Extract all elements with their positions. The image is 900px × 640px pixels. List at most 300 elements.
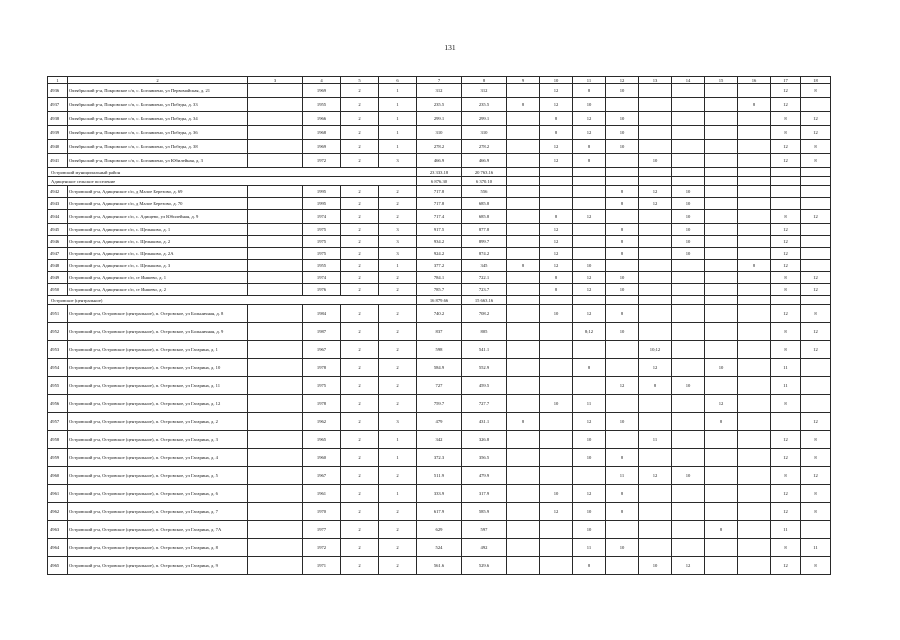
table-cell: 11 — [573, 539, 606, 557]
table-cell: 10 — [672, 210, 705, 224]
address-cell: Островский р-н, Адищенское с/п, д Малое Березово, д. 70 — [68, 198, 248, 210]
table-cell — [573, 341, 606, 359]
table-cell: 1962 — [303, 413, 341, 431]
table-cell: 2 — [379, 467, 417, 485]
table-cell — [507, 539, 540, 557]
row-number: 4940 — [48, 140, 68, 154]
table-cell — [705, 377, 738, 395]
table-cell: 12 — [771, 84, 801, 98]
table-cell: 10 — [573, 260, 606, 272]
table-cell — [738, 112, 771, 126]
table-cell: 479 — [417, 413, 462, 431]
table-cell: 2 — [341, 236, 379, 248]
group-name: Островский муниципальный район — [48, 168, 417, 177]
column-header: 3 — [248, 77, 303, 84]
table-cell: 12 — [771, 154, 801, 168]
table-cell — [248, 198, 303, 210]
table-row — [48, 305, 831, 323]
table-row — [48, 557, 831, 575]
table-cell: 12 — [573, 272, 606, 284]
table-row — [48, 341, 831, 359]
table-cell: 10;12 — [639, 341, 672, 359]
column-header: 17 — [771, 77, 801, 84]
table-cell — [738, 272, 771, 284]
table-cell — [507, 485, 540, 503]
table-cell: 333.9 — [417, 485, 462, 503]
table-cell: 597 — [462, 521, 507, 539]
table-row — [48, 485, 831, 503]
table-cell — [672, 395, 705, 413]
table-cell: 2 — [379, 210, 417, 224]
group-total-area: 23 333.18 — [417, 168, 462, 177]
table-cell — [507, 323, 540, 341]
table-cell: 12 — [639, 359, 672, 377]
table-cell: 10 — [573, 503, 606, 521]
table-cell: 235.5 — [417, 98, 462, 112]
table-cell — [738, 467, 771, 485]
table-cell: 10 — [573, 449, 606, 467]
table-cell — [248, 260, 303, 272]
table-cell: 8 — [801, 305, 831, 323]
table-cell: 2 — [341, 198, 379, 210]
table-cell: 552.9 — [462, 359, 507, 377]
table-cell — [672, 323, 705, 341]
table-cell: 877.8 — [462, 224, 507, 236]
table-cell: 12 — [801, 323, 831, 341]
table-cell — [705, 260, 738, 272]
table-cell — [672, 485, 705, 503]
table-cell — [507, 154, 540, 168]
table-cell: 12 — [573, 284, 606, 296]
column-header: 1 — [48, 77, 68, 84]
table-cell — [672, 503, 705, 521]
table-cell: 12 — [801, 126, 831, 140]
table-cell: 10 — [606, 84, 639, 98]
table-cell: 2 — [379, 359, 417, 377]
table-cell: 10 — [540, 305, 573, 323]
table-cell — [705, 467, 738, 485]
table-cell — [248, 485, 303, 503]
table-cell: 2 — [341, 557, 379, 575]
table-cell — [672, 296, 705, 305]
table-cell: 10 — [573, 521, 606, 539]
table-cell — [738, 126, 771, 140]
table-cell — [248, 84, 303, 98]
table-cell — [540, 186, 573, 198]
table-row — [48, 210, 831, 224]
table-cell — [672, 272, 705, 284]
table-cell: 1 — [379, 98, 417, 112]
table-cell: 917.5 — [417, 224, 462, 236]
row-number: 4939 — [48, 126, 68, 140]
table-cell: 8 — [573, 359, 606, 377]
table-cell — [801, 186, 831, 198]
table-cell: 2 — [379, 341, 417, 359]
table-cell: 1974 — [303, 210, 341, 224]
table-cell: 10 — [639, 557, 672, 575]
group-total-living-area: 6 370.10 — [462, 177, 507, 186]
table-cell — [705, 485, 738, 503]
address-cell: Островский р-н, Адищенское с/п, д Малое Березово, д. 69 — [68, 186, 248, 198]
table-cell: 12 — [573, 485, 606, 503]
table-cell: 278.2 — [417, 140, 462, 154]
table-cell: 12 — [801, 341, 831, 359]
table-cell — [705, 224, 738, 236]
table-row — [48, 284, 831, 296]
address-cell: Островский р-н, Островское (центральное), п. Островское, ул Гагарина, д. 9 — [68, 557, 248, 575]
table-cell — [507, 248, 540, 260]
table-cell — [540, 467, 573, 485]
table-cell: 8;12 — [573, 323, 606, 341]
table-cell: 629 — [417, 521, 462, 539]
table-row — [48, 154, 831, 168]
table-cell — [248, 248, 303, 260]
table-cell: 317.9 — [462, 485, 507, 503]
table-row — [48, 431, 831, 449]
table-cell — [248, 224, 303, 236]
table-cell — [606, 296, 639, 305]
table-cell: 556 — [462, 186, 507, 198]
table-cell — [771, 186, 801, 198]
column-header: 14 — [672, 77, 705, 84]
table-cell — [540, 323, 573, 341]
table-cell: 1978 — [303, 395, 341, 413]
table-cell: 2 — [379, 284, 417, 296]
table-cell — [507, 467, 540, 485]
table-cell — [507, 177, 540, 186]
table-cell: 12 — [573, 112, 606, 126]
table-cell: 10 — [606, 323, 639, 341]
table-cell: 1967 — [303, 467, 341, 485]
table-cell — [507, 377, 540, 395]
table-cell — [738, 305, 771, 323]
row-number: 4941 — [48, 154, 68, 168]
table-cell: 8 — [639, 377, 672, 395]
table-cell — [738, 177, 771, 186]
table-cell — [639, 539, 672, 557]
table-cell: 2 — [341, 154, 379, 168]
table-cell: 2 — [341, 84, 379, 98]
table-cell: 2 — [341, 395, 379, 413]
table-cell — [672, 140, 705, 154]
table-cell: 8 — [606, 485, 639, 503]
table-cell — [738, 140, 771, 154]
table-cell: 12 — [540, 503, 573, 521]
table-cell: 10 — [606, 112, 639, 126]
row-number: 4954 — [48, 359, 68, 377]
table-cell — [248, 284, 303, 296]
table-cell: 8 — [771, 395, 801, 413]
table-row — [48, 323, 831, 341]
table-cell — [738, 84, 771, 98]
table-row — [48, 236, 831, 248]
table-cell — [801, 395, 831, 413]
table-cell — [738, 236, 771, 248]
table-cell — [606, 557, 639, 575]
row-number: 4938 — [48, 112, 68, 126]
table-cell: 8 — [801, 154, 831, 168]
row-number: 4947 — [48, 248, 68, 260]
table-cell — [705, 177, 738, 186]
table-cell: 12 — [540, 236, 573, 248]
table-cell — [507, 395, 540, 413]
row-number: 4962 — [48, 503, 68, 521]
table-cell — [705, 431, 738, 449]
table-cell — [639, 126, 672, 140]
table-cell: 1972 — [303, 539, 341, 557]
row-number: 4948 — [48, 260, 68, 272]
table-cell: 10 — [705, 359, 738, 377]
table-cell — [672, 359, 705, 377]
table-cell: 12 — [801, 467, 831, 485]
table-cell — [705, 557, 738, 575]
table-cell — [639, 98, 672, 112]
table-row — [48, 186, 831, 198]
table-cell — [672, 98, 705, 112]
table-cell: 2 — [341, 359, 379, 377]
table-cell — [540, 449, 573, 467]
table-cell — [507, 305, 540, 323]
table-cell — [507, 503, 540, 521]
table-cell: 934.2 — [417, 236, 462, 248]
table-cell: 617.9 — [417, 503, 462, 521]
table-cell: 2 — [341, 539, 379, 557]
table-cell: 1987 — [303, 323, 341, 341]
table-cell — [771, 198, 801, 210]
table-cell: 12 — [771, 224, 801, 236]
address-cell: Островский р-н, Островское (центральное), п. Островское, ул Гагарина, д. 7А — [68, 521, 248, 539]
table-cell: 466.9 — [462, 154, 507, 168]
table-cell — [705, 284, 738, 296]
table-cell: 561.6 — [417, 557, 462, 575]
table-cell — [540, 557, 573, 575]
table-cell — [248, 539, 303, 557]
table-cell: 1 — [379, 449, 417, 467]
table-row — [48, 359, 831, 377]
table-cell: 12 — [639, 186, 672, 198]
table-cell — [248, 341, 303, 359]
table-cell — [507, 557, 540, 575]
row-number: 4950 — [48, 284, 68, 296]
table-cell — [540, 413, 573, 431]
address-cell: Островский р-н, Островское (центральное), п. Островское, ул Гагарина, д. 4 — [68, 449, 248, 467]
table-cell — [573, 296, 606, 305]
table-cell: 1970 — [303, 503, 341, 521]
table-cell: 377.2 — [417, 260, 462, 272]
table-cell — [248, 413, 303, 431]
table-cell — [540, 296, 573, 305]
table-cell: 8 — [606, 305, 639, 323]
table-cell — [606, 98, 639, 112]
address-cell: Октябрьский р-н, Покровское с/п, с. Богоявлено, ул Юбилейная, д. 3 — [68, 154, 248, 168]
table-cell — [705, 296, 738, 305]
table-cell: 459.5 — [462, 377, 507, 395]
table-row — [48, 521, 831, 539]
table-cell — [507, 198, 540, 210]
table-cell: 342 — [417, 431, 462, 449]
row-number: 4964 — [48, 539, 68, 557]
table-cell — [672, 168, 705, 177]
table-cell — [801, 248, 831, 260]
table-cell — [540, 539, 573, 557]
table-cell — [540, 341, 573, 359]
table-cell: 278.2 — [462, 140, 507, 154]
table-row — [48, 467, 831, 485]
table-cell: 1 — [379, 126, 417, 140]
table-cell: 11 — [771, 377, 801, 395]
table-cell — [573, 186, 606, 198]
table-cell: 10 — [606, 126, 639, 140]
table-cell: 310 — [462, 126, 507, 140]
table-cell: 12 — [672, 557, 705, 575]
table-cell: 11 — [801, 539, 831, 557]
table-cell — [738, 539, 771, 557]
table-cell: 2 — [379, 272, 417, 284]
table-cell — [705, 112, 738, 126]
table-cell: 12 — [705, 395, 738, 413]
table-cell: 2 — [341, 377, 379, 395]
table-cell — [738, 168, 771, 177]
table-cell — [705, 341, 738, 359]
table-cell: 431.1 — [462, 413, 507, 431]
table-cell: 529.6 — [462, 557, 507, 575]
table-cell: 8 — [801, 503, 831, 521]
table-cell — [573, 177, 606, 186]
group-row — [48, 168, 831, 177]
table-cell — [705, 198, 738, 210]
table-cell: 8 — [606, 186, 639, 198]
table-cell — [507, 168, 540, 177]
table-cell: 1955 — [303, 260, 341, 272]
table-cell: 356.5 — [462, 449, 507, 467]
table-cell — [540, 377, 573, 395]
row-number: 4952 — [48, 323, 68, 341]
table-cell: 466.9 — [417, 154, 462, 168]
row-number: 4958 — [48, 431, 68, 449]
table-cell: 2 — [379, 305, 417, 323]
row-number: 4963 — [48, 521, 68, 539]
table-cell — [248, 395, 303, 413]
table-cell — [639, 485, 672, 503]
table-cell — [672, 305, 705, 323]
table-cell — [507, 224, 540, 236]
table-cell: 12 — [540, 98, 573, 112]
table-cell: 8 — [801, 485, 831, 503]
table-cell — [507, 126, 540, 140]
table-cell: 8 — [573, 140, 606, 154]
table-cell — [248, 236, 303, 248]
table-cell: 10 — [606, 284, 639, 296]
table-cell: 8 — [771, 323, 801, 341]
table-cell — [606, 210, 639, 224]
table-cell — [672, 449, 705, 467]
register-table — [47, 76, 831, 575]
table-cell — [705, 126, 738, 140]
table-cell — [639, 395, 672, 413]
table-cell: 492 — [462, 539, 507, 557]
table-cell: 1995 — [303, 186, 341, 198]
table-cell: 12 — [771, 248, 801, 260]
table-cell: 12 — [540, 248, 573, 260]
table-cell: 1972 — [303, 154, 341, 168]
table-cell: 727.7 — [462, 395, 507, 413]
table-cell: 899.7 — [462, 236, 507, 248]
table-row — [48, 413, 831, 431]
table-cell — [705, 210, 738, 224]
table-cell: 685.8 — [462, 210, 507, 224]
table-cell: 2 — [341, 284, 379, 296]
table-cell — [801, 198, 831, 210]
table-cell — [639, 272, 672, 284]
table-cell: 8 — [801, 84, 831, 98]
table-cell: 8 — [771, 126, 801, 140]
table-cell — [507, 521, 540, 539]
address-cell: Островский р-н, Островское (центральное), п. Островское, ул Гагарина, д. 7 — [68, 503, 248, 521]
table-cell — [801, 177, 831, 186]
table-cell: 1960 — [303, 449, 341, 467]
row-number: 4945 — [48, 224, 68, 236]
table-cell: 8 — [771, 284, 801, 296]
table-cell: 2 — [341, 413, 379, 431]
table-cell: 10 — [672, 467, 705, 485]
table-cell: 12 — [771, 503, 801, 521]
table-cell — [248, 272, 303, 284]
table-cell: 723.7 — [462, 284, 507, 296]
table-cell — [507, 272, 540, 284]
table-cell: 12 — [801, 112, 831, 126]
row-number: 4943 — [48, 198, 68, 210]
table-cell: 2 — [341, 210, 379, 224]
table-cell: 11 — [573, 395, 606, 413]
table-cell: 759.7 — [417, 395, 462, 413]
table-cell: 10 — [672, 186, 705, 198]
table-cell — [540, 177, 573, 186]
table-cell — [248, 126, 303, 140]
table-cell — [573, 236, 606, 248]
table-cell: 1971 — [303, 557, 341, 575]
address-cell: Октябрьский р-н, Покровское с/п, с. Богоявлено, ул Победы, д. 38 — [68, 140, 248, 154]
table-cell — [573, 168, 606, 177]
table-cell — [507, 140, 540, 154]
table-cell — [672, 521, 705, 539]
table-cell — [507, 449, 540, 467]
table-cell: 299.1 — [417, 112, 462, 126]
table-cell — [606, 168, 639, 177]
row-number: 4937 — [48, 98, 68, 112]
table-cell: 479.9 — [462, 467, 507, 485]
table-cell — [639, 140, 672, 154]
column-header: 13 — [639, 77, 672, 84]
table-cell: 8 — [801, 140, 831, 154]
table-cell — [771, 168, 801, 177]
table-row — [48, 449, 831, 467]
table-cell — [507, 284, 540, 296]
table-cell: 326.8 — [462, 431, 507, 449]
table-row — [48, 539, 831, 557]
table-row — [48, 395, 831, 413]
table-cell — [801, 260, 831, 272]
table-cell — [507, 186, 540, 198]
table-cell — [738, 341, 771, 359]
table-cell: 8 — [771, 539, 801, 557]
table-cell — [738, 485, 771, 503]
table-cell — [801, 168, 831, 177]
table-cell: 12 — [540, 260, 573, 272]
group-total-area: 6 876.30 — [417, 177, 462, 186]
table-cell: 12 — [771, 140, 801, 154]
table-cell — [639, 305, 672, 323]
table-cell: 8 — [738, 260, 771, 272]
